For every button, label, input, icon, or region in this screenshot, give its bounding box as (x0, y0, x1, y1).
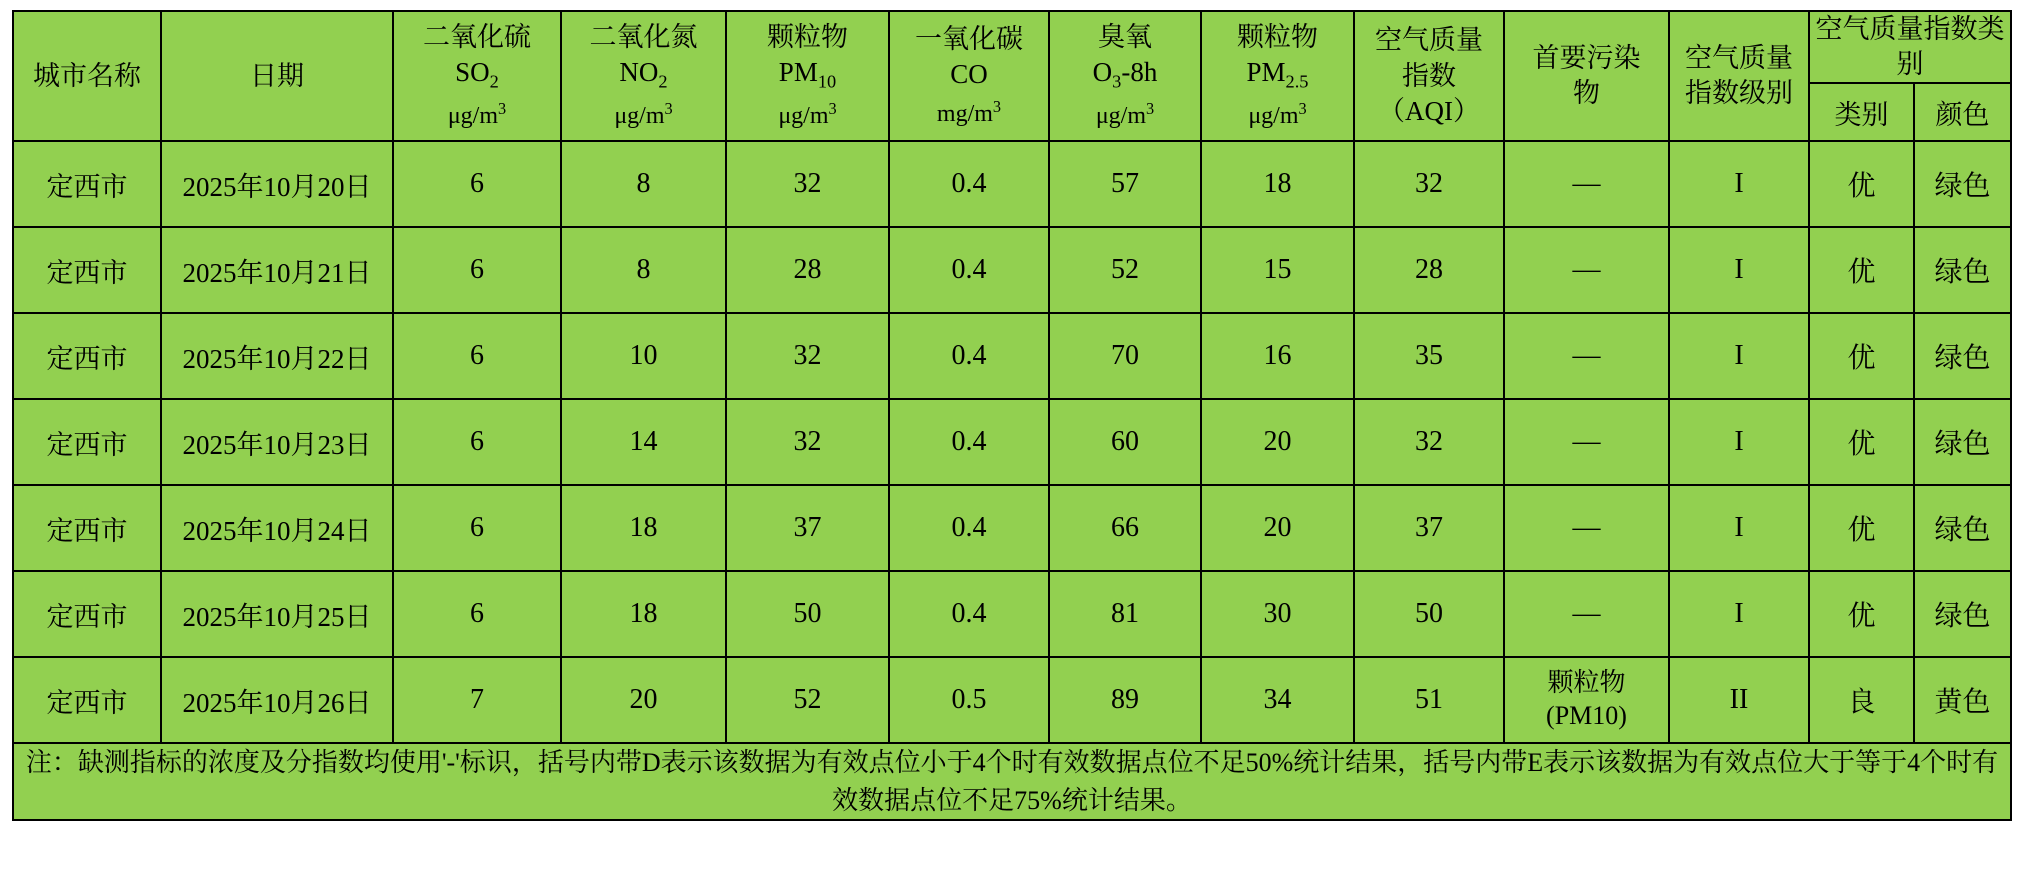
header-o3-formula: $O_3-8h$ (1092, 56, 1158, 92)
cell-primary-pollutant: — (1504, 227, 1669, 313)
header-level-line2: 指数级别 (1685, 78, 1793, 109)
cell-city: 定西市 (13, 227, 161, 313)
note-row (13, 743, 2011, 820)
cell-no2: 18 (561, 485, 726, 571)
cell-pm10: 32 (726, 313, 889, 399)
cell-o3: 70 (1049, 313, 1201, 399)
cell-pm25: 18 (1201, 141, 1354, 227)
cell-primary-pollutant: — (1504, 313, 1669, 399)
header-pm25-name: 颗粒物 (1237, 21, 1318, 52)
cell-aqi-level: I (1669, 227, 1809, 313)
cell-o3: 60 (1049, 399, 1201, 485)
cell-co: 0.4 (889, 399, 1049, 485)
cell-color: 绿色 (1914, 399, 2011, 485)
table-row (13, 399, 2011, 485)
header-aqi-line2: 指数 (1402, 60, 1456, 91)
cell-aqi: 37 (1354, 485, 1504, 571)
cell-pm10: 52 (726, 657, 889, 743)
header-no2-formula: $NO_2$ (619, 56, 668, 92)
header-co (889, 11, 1049, 141)
cell-no2: 10 (561, 313, 726, 399)
cell-o3: 52 (1049, 227, 1201, 313)
header-pm10 (726, 11, 889, 141)
header-co-name: 一氧化碳 (915, 23, 1023, 54)
header-aqi-line3: （AQI） (1378, 95, 1480, 126)
cell-pm10: 28 (726, 227, 889, 313)
cell-aqi-level: I (1669, 313, 1809, 399)
cell-o3: 57 (1049, 141, 1201, 227)
header-pm10-formula: $PM_{10}$ (778, 56, 837, 92)
header-so2-name: 二氧化硫 (423, 21, 531, 52)
cell-category: 优 (1809, 399, 1914, 485)
cell-category: 良 (1809, 657, 1914, 743)
cell-city: 定西市 (13, 571, 161, 657)
cell-category: 优 (1809, 141, 1914, 227)
header-primary-line1: 首要污染 (1532, 43, 1641, 73)
header-o3-name: 臭氧 (1098, 21, 1152, 52)
cell-pm10: 32 (726, 141, 889, 227)
cell-primary-pollutant: — (1504, 485, 1669, 571)
cell-no2: 8 (561, 227, 726, 313)
cell-pm10: 32 (726, 399, 889, 485)
cell-so2: 6 (393, 141, 561, 227)
header-city: 城市名称 (13, 11, 161, 141)
cell-so2: 7 (393, 657, 561, 743)
cell-co: 0.4 (889, 313, 1049, 399)
header-o3-unit: $\mu g/m^3$ (1095, 99, 1155, 130)
cell-pm25: 16 (1201, 313, 1354, 399)
cell-aqi-level: I (1669, 141, 1809, 227)
header-no2-unit: $\mu g/m^3$ (614, 99, 673, 130)
cell-color: 绿色 (1914, 571, 2011, 657)
header-aqi (1354, 11, 1504, 141)
aqi-table-container (12, 10, 2010, 821)
cell-pm25: 15 (1201, 227, 1354, 313)
cell-no2: 14 (561, 399, 726, 485)
header-pm10-name: 颗粒物 (767, 21, 848, 52)
header-co-formula: CO (950, 59, 988, 89)
cell-color: 绿色 (1914, 227, 2011, 313)
cell-co: 0.4 (889, 571, 1049, 657)
cell-aqi-level: II (1669, 657, 1809, 743)
header-primary-pollutant (1504, 11, 1669, 141)
cell-so2: 6 (393, 399, 561, 485)
table-row (13, 571, 2011, 657)
cell-o3: 81 (1049, 571, 1201, 657)
header-aqi-line1: 空气质量 (1375, 25, 1483, 56)
header-level-line1: 空气质量 (1685, 43, 1793, 73)
header-category-group: 空气质量指数类别 (1809, 11, 2011, 83)
cell-co: 0.4 (889, 485, 1049, 571)
cell-date: 2025年10月23日 (161, 399, 393, 485)
cell-primary-pollutant: — (1504, 571, 1669, 657)
cell-primary-pollutant: — (1504, 399, 1669, 485)
header-so2-unit: $\mu g/m^3$ (447, 99, 507, 130)
table-body (13, 141, 2011, 743)
cell-aqi: 35 (1354, 313, 1504, 399)
header-no2 (561, 11, 726, 141)
table-row (13, 485, 2011, 571)
cell-aqi: 50 (1354, 571, 1504, 657)
cell-category: 优 (1809, 485, 1914, 571)
table-row (13, 141, 2011, 227)
cell-so2: 6 (393, 571, 561, 657)
table-note: 注：缺测指标的浓度及分指数均使用'-'标识，括号内带D表示该数据为有效点位小于4个时有效数据点位不足50%统计结果，括号内带E表示该数据为有效点位大于等于4个时有效数据点位不足75%统计结果。 (13, 743, 2011, 820)
cell-aqi: 51 (1354, 657, 1504, 743)
header-date: 日期 (161, 11, 393, 141)
cell-primary-line2: (PM10) (1546, 701, 1627, 731)
cell-category: 优 (1809, 313, 1914, 399)
header-category: 类别 (1809, 83, 1914, 141)
cell-date: 2025年10月21日 (161, 227, 393, 313)
cell-city: 定西市 (13, 141, 161, 227)
cell-color: 绿色 (1914, 141, 2011, 227)
header-aqi-level (1669, 11, 1809, 141)
cell-pm25: 20 (1201, 399, 1354, 485)
table-footer (13, 743, 2011, 820)
cell-so2: 6 (393, 313, 561, 399)
cell-o3: 89 (1049, 657, 1201, 743)
header-so2-formula: $SO_2$ (455, 56, 499, 92)
cell-so2: 6 (393, 485, 561, 571)
cell-primary-pollutant: — (1504, 141, 1669, 227)
cell-primary-line1: 颗粒物 (1547, 668, 1626, 698)
cell-date: 2025年10月20日 (161, 141, 393, 227)
header-pm25 (1201, 11, 1354, 141)
cell-pm25: 34 (1201, 657, 1354, 743)
table-row (13, 227, 2011, 313)
cell-aqi-level: I (1669, 571, 1809, 657)
cell-date: 2025年10月25日 (161, 571, 393, 657)
cell-no2: 18 (561, 571, 726, 657)
cell-no2: 20 (561, 657, 726, 743)
cell-city: 定西市 (13, 485, 161, 571)
cell-co: 0.4 (889, 227, 1049, 313)
cell-color: 绿色 (1914, 485, 2011, 571)
header-color: 颜色 (1914, 83, 2011, 141)
cell-aqi: 32 (1354, 399, 1504, 485)
header-so2 (393, 11, 561, 141)
header-pm10-unit: $\mu g/m^3$ (778, 99, 837, 130)
table-row (13, 313, 2011, 399)
cell-city: 定西市 (13, 657, 161, 743)
header-o3 (1049, 11, 1201, 141)
cell-aqi-level: I (1669, 485, 1809, 571)
cell-aqi: 32 (1354, 141, 1504, 227)
header-no2-name: 二氧化氮 (589, 21, 698, 52)
header-primary-line2: 物 (1573, 78, 1600, 109)
cell-category: 优 (1809, 227, 1914, 313)
cell-city: 定西市 (13, 313, 161, 399)
cell-pm25: 20 (1201, 485, 1354, 571)
cell-so2: 6 (393, 227, 561, 313)
cell-pm25: 30 (1201, 571, 1354, 657)
air-quality-table (12, 10, 2012, 821)
cell-primary-pollutant (1504, 657, 1669, 743)
cell-date: 2025年10月22日 (161, 313, 393, 399)
cell-co: 0.4 (889, 141, 1049, 227)
cell-color: 黄色 (1914, 657, 2011, 743)
header-pm25-unit: $\mu g/m^3$ (1248, 99, 1307, 130)
cell-pm10: 50 (726, 571, 889, 657)
cell-aqi: 28 (1354, 227, 1504, 313)
cell-aqi-level: I (1669, 399, 1809, 485)
cell-o3: 66 (1049, 485, 1201, 571)
header-row-main (13, 11, 2011, 83)
cell-pm10: 37 (726, 485, 889, 571)
cell-color: 绿色 (1914, 313, 2011, 399)
cell-no2: 8 (561, 141, 726, 227)
cell-category: 优 (1809, 571, 1914, 657)
cell-date: 2025年10月26日 (161, 657, 393, 743)
cell-co: 0.5 (889, 657, 1049, 743)
header-co-unit: $mg/m^3$ (936, 97, 1002, 128)
cell-city: 定西市 (13, 399, 161, 485)
table-header (13, 11, 2011, 141)
header-pm25-formula: $PM_{2.5}$ (1246, 56, 1309, 92)
table-row (13, 657, 2011, 743)
cell-date: 2025年10月24日 (161, 485, 393, 571)
